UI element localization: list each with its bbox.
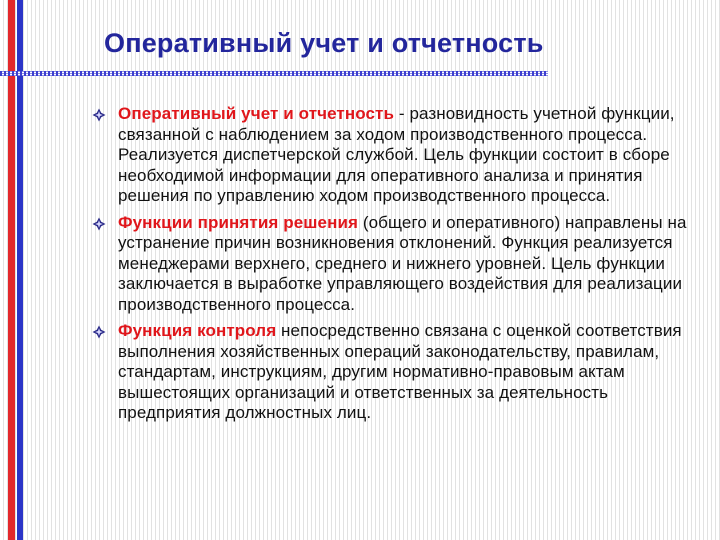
bullet-term: Функции принятия решения [118, 212, 359, 232]
diamond-bullet-icon [92, 108, 106, 122]
diamond-bullet-icon [92, 217, 106, 231]
bullet-body: - разновидность учетной функции, связанной с наблюдением за ходом производственного процесса. Реализуется диспетчерской службой. Цель функции состоит в сборе необходимой информации для оперативного анализа и принятия решения по управлению ходом производственного процесса. [118, 104, 675, 205]
bullet-item [90, 213, 690, 316]
bullet-item [90, 321, 690, 424]
bullet-text [118, 104, 690, 207]
slide-title: Оперативный учет и отчетность [104, 28, 544, 58]
bullet-body: (общего и оперативного) направлены на устранение причин возникновения отклонений. Функция реализуется менеджерами верхнего, среднего и нижнего уровней. Цель функции заключается в выработке управляющего воздействия для реализации производственного процесса. [118, 212, 687, 314]
bullet-term: Оперативный учет и отчетность [118, 104, 395, 123]
bullet-term: Функция контроля [118, 321, 277, 340]
bullet-body: непосредственно связана с оценкой соответствия выполнения хозяйственных операций законодательству, правилам, стандартам, инструкциям, другим нормативно-правовым актам вышестоящих организаций и ответственных за деятельность предприятия должностных лиц. [118, 321, 682, 422]
left-red-stripe [8, 0, 15, 540]
bullet-list [90, 104, 690, 430]
bullet-text [118, 321, 690, 424]
title-underline [0, 71, 548, 76]
bullet-text [118, 213, 690, 316]
left-blue-stripe [17, 0, 23, 540]
bullet-item [90, 104, 690, 207]
diamond-bullet-icon [92, 325, 106, 339]
